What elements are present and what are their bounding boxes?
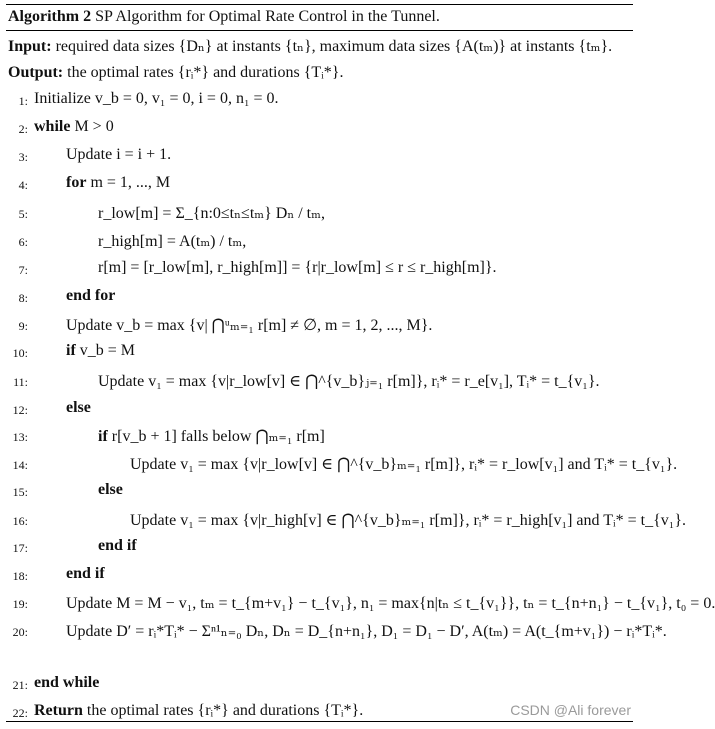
- line-text: Update i = i + 1.: [66, 146, 172, 163]
- line-text: m = 1, ..., M: [90, 174, 171, 191]
- line-number: 17:: [12, 541, 28, 555]
- algorithm-line: [66, 174, 170, 192]
- algorithm-line: [98, 371, 600, 391]
- line-number: 1:: [18, 94, 28, 108]
- algorithm-line: [66, 342, 135, 360]
- keyword: if: [66, 342, 76, 359]
- line-text: M > 0: [74, 118, 114, 135]
- keyword: end if: [98, 537, 137, 554]
- algorithm-line: [98, 426, 325, 446]
- line-text: v_b = M: [79, 342, 136, 359]
- algorithm-line: [66, 287, 115, 305]
- algorithm-line: [98, 481, 123, 499]
- line-text: Update v_b = max {v| ⋂ᵘₘ₌₁ r[m] ≠ ∅, m = 1, 2, ..., M}.: [66, 317, 433, 334]
- line-text: r[v_b + 1] falls below ⋂ₘ₌₁ r[m]: [111, 428, 325, 445]
- line-number: 7:: [18, 263, 28, 277]
- algorithm-line: [98, 231, 246, 251]
- line-number: 5:: [18, 207, 28, 221]
- line-number: 15:: [12, 485, 28, 499]
- algorithm-line: [98, 537, 137, 555]
- line-number: 21:: [12, 678, 28, 692]
- line-text: r_low[m] = Σ_{n:0≤tₙ≤tₘ} Dₙ / tₘ,: [98, 205, 325, 222]
- line-number: 16:: [12, 514, 28, 528]
- keyword: end if: [66, 565, 105, 582]
- algorithm-line: [66, 621, 667, 641]
- algorithm-line: [34, 118, 114, 136]
- algorithm-line: [98, 259, 497, 277]
- line-text: Update D′ = rᵢ*Tᵢ* − Σⁿ¹ₙ₌₀ Dₙ, Dₙ = D_{n+n₁}, D₁ = D₁ − D′, A(tₘ) = A(t_{m+v₁}) − rᵢ*Tᵢ*.: [66, 623, 667, 640]
- line-text: the optimal rates {rᵢ*} and durations {Tᵢ*}.: [86, 702, 364, 719]
- line-number: 8:: [18, 291, 28, 305]
- input-text: required data sizes {Dₙ} at instants {tₙ}, maximum data sizes {A(tₘ)} at instants {tₘ}.: [55, 38, 613, 55]
- line-number: 19:: [12, 597, 28, 611]
- algorithm-caption: [8, 8, 440, 26]
- bottom-rule: [6, 721, 633, 722]
- algorithm-line: [34, 674, 99, 692]
- line-number: 20:: [12, 625, 28, 639]
- line-number: 18:: [12, 569, 28, 583]
- line-number: 6:: [18, 235, 28, 249]
- line-text: Update v₁ = max {v|r_low[v] ∈ ⋂^{v_b}ⱼ₌₁ r[m]}, rᵢ* = r_e[v₁], Tᵢ* = t_{v₁}.: [98, 373, 600, 390]
- watermark: CSDN @Ali forever: [510, 702, 631, 718]
- keyword: if: [98, 428, 108, 445]
- line-number: 11:: [13, 375, 28, 389]
- line-text: Update M = M − v₁, tₘ = t_{m+v₁} − t_{v₁}, n₁ = max{n|tₙ ≤ t_{v₁}}, tₙ = t_{n+n₁} − t_{v₁}, t₀ = 0.: [66, 595, 715, 612]
- keyword: Return: [34, 702, 83, 719]
- line-number: 2:: [18, 122, 28, 136]
- line-number: 22:: [12, 706, 28, 720]
- line-text: Initialize v_b = 0, v₁ = 0, i = 0, n₁ = 0.: [34, 90, 279, 107]
- keyword: while: [34, 118, 71, 135]
- line-number: 4:: [18, 178, 28, 192]
- algorithm-title: SP Algorithm for Optimal Rate Control in the Tunnel.: [95, 8, 440, 25]
- input-row: [8, 36, 612, 56]
- input-label: Input:: [8, 38, 52, 55]
- line-number: 3:: [18, 150, 28, 164]
- line-text: Update v₁ = max {v|r_high[v] ∈ ⋂^{v_b}ₘ₌₁ r[m]}, rᵢ* = r_high[v₁] and Tᵢ* = t_{v₁}.: [130, 512, 687, 529]
- line-number: 13:: [12, 430, 28, 444]
- line-text: r_high[m] = A(tₘ) / tₘ,: [98, 233, 247, 250]
- algorithm-line: [66, 315, 432, 335]
- keyword: end while: [34, 674, 100, 691]
- line-number: 9:: [18, 319, 28, 333]
- algorithm-line: [66, 399, 91, 417]
- algorithm-label: Algorithm 2: [8, 8, 92, 25]
- algorithm-line: [130, 454, 677, 474]
- keyword: else: [98, 481, 123, 498]
- keyword: else: [66, 399, 91, 416]
- output-label: Output:: [8, 64, 64, 81]
- algorithm-line: [98, 203, 325, 223]
- line-number: 14:: [12, 458, 28, 472]
- output-row: [8, 64, 343, 82]
- line-text: Update v₁ = max {v|r_low[v] ∈ ⋂^{v_b}ₘ₌₁ r[m]}, rᵢ* = r_low[v₁] and Tᵢ* = t_{v₁}.: [130, 456, 678, 473]
- algorithm-line: [34, 702, 363, 720]
- algorithm-line: [130, 510, 686, 530]
- caption-rule: [6, 30, 633, 31]
- line-number: 12:: [12, 403, 28, 417]
- top-rule: [6, 4, 633, 5]
- line-text: r[m] = [r_low[m], r_high[m]] = {r|r_low[m] ≤ r ≤ r_high[m]}.: [98, 259, 497, 276]
- line-number: 10:: [12, 346, 28, 360]
- algorithm-line: [66, 565, 105, 583]
- keyword: end for: [66, 287, 116, 304]
- algorithm-line: [66, 146, 171, 164]
- algorithm-line: [66, 593, 715, 613]
- keyword: for: [66, 174, 87, 191]
- algorithm-line: [34, 90, 279, 108]
- output-text: the optimal rates {rᵢ*} and durations {Tᵢ*}.: [67, 64, 344, 81]
